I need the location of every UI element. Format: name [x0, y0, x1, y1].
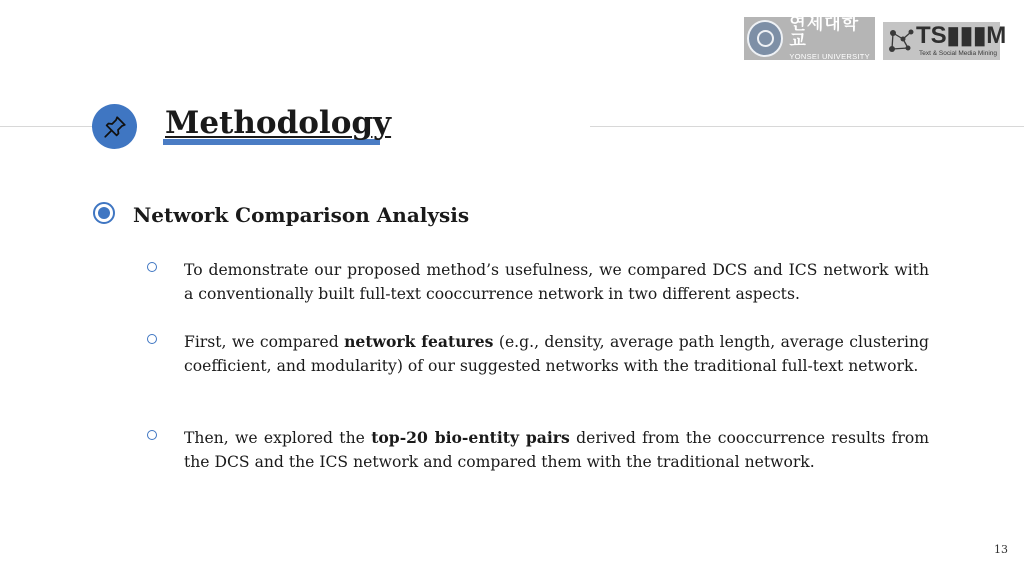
- bullet-2-text-start: First, we compared: [184, 333, 345, 351]
- bullet-3-text-start: Then, we explored the: [184, 429, 372, 447]
- hollow-bullet-icon: [147, 262, 157, 272]
- yonsei-english-name: YONSEI UNIVERSITY: [789, 52, 870, 62]
- tsm-wordmark: TS▮▮▮M: [916, 22, 1007, 49]
- bullet-3-emphasis: top-20 bio-entity pairs: [371, 428, 570, 447]
- hollow-bullet-icon: [147, 334, 157, 344]
- tsm-subtitle: Text & Social Media Mining: [919, 50, 998, 57]
- bullet-3-text-end: derived from the cooccurrence results from the DCS and the ICS network and compared them with the traditional network.: [184, 429, 929, 471]
- header-rule-left: [0, 126, 98, 127]
- bullet-2-emphasis: network features: [344, 332, 494, 351]
- bullet-item-3: [184, 426, 929, 474]
- yonsei-seal-icon: [747, 20, 783, 57]
- pushpin-icon: [102, 114, 128, 140]
- header-rule-right: [590, 126, 1024, 127]
- hollow-bullet-icon: [147, 430, 157, 440]
- page-number: 13: [994, 543, 1008, 556]
- bullet-item-2: [184, 330, 929, 378]
- page-title: Methodology: [165, 105, 392, 141]
- title-badge: [92, 104, 137, 149]
- network-graph-icon: [886, 24, 916, 56]
- yonsei-logo-text: [789, 16, 875, 61]
- yonsei-university-logo: [744, 14, 875, 62]
- tsm-lab-logo: [883, 22, 1007, 60]
- bullet-1-text: To demonstrate our proposed method’s usefulness, we compared DCS and ICS network with a conventionally built full-text cooccurrence network in two different aspects.: [184, 261, 929, 303]
- section-heading: Network Comparison Analysis: [133, 203, 470, 227]
- bullet-2-text-end: (e.g., density, average path length, average clustering coefficient, and modularity) of our suggested networks with the traditional full-text network.: [184, 333, 929, 375]
- section-bullet-icon: [93, 202, 115, 224]
- yonsei-korean-name: 연세대학교: [789, 14, 860, 52]
- bullet-item-1: [184, 258, 929, 306]
